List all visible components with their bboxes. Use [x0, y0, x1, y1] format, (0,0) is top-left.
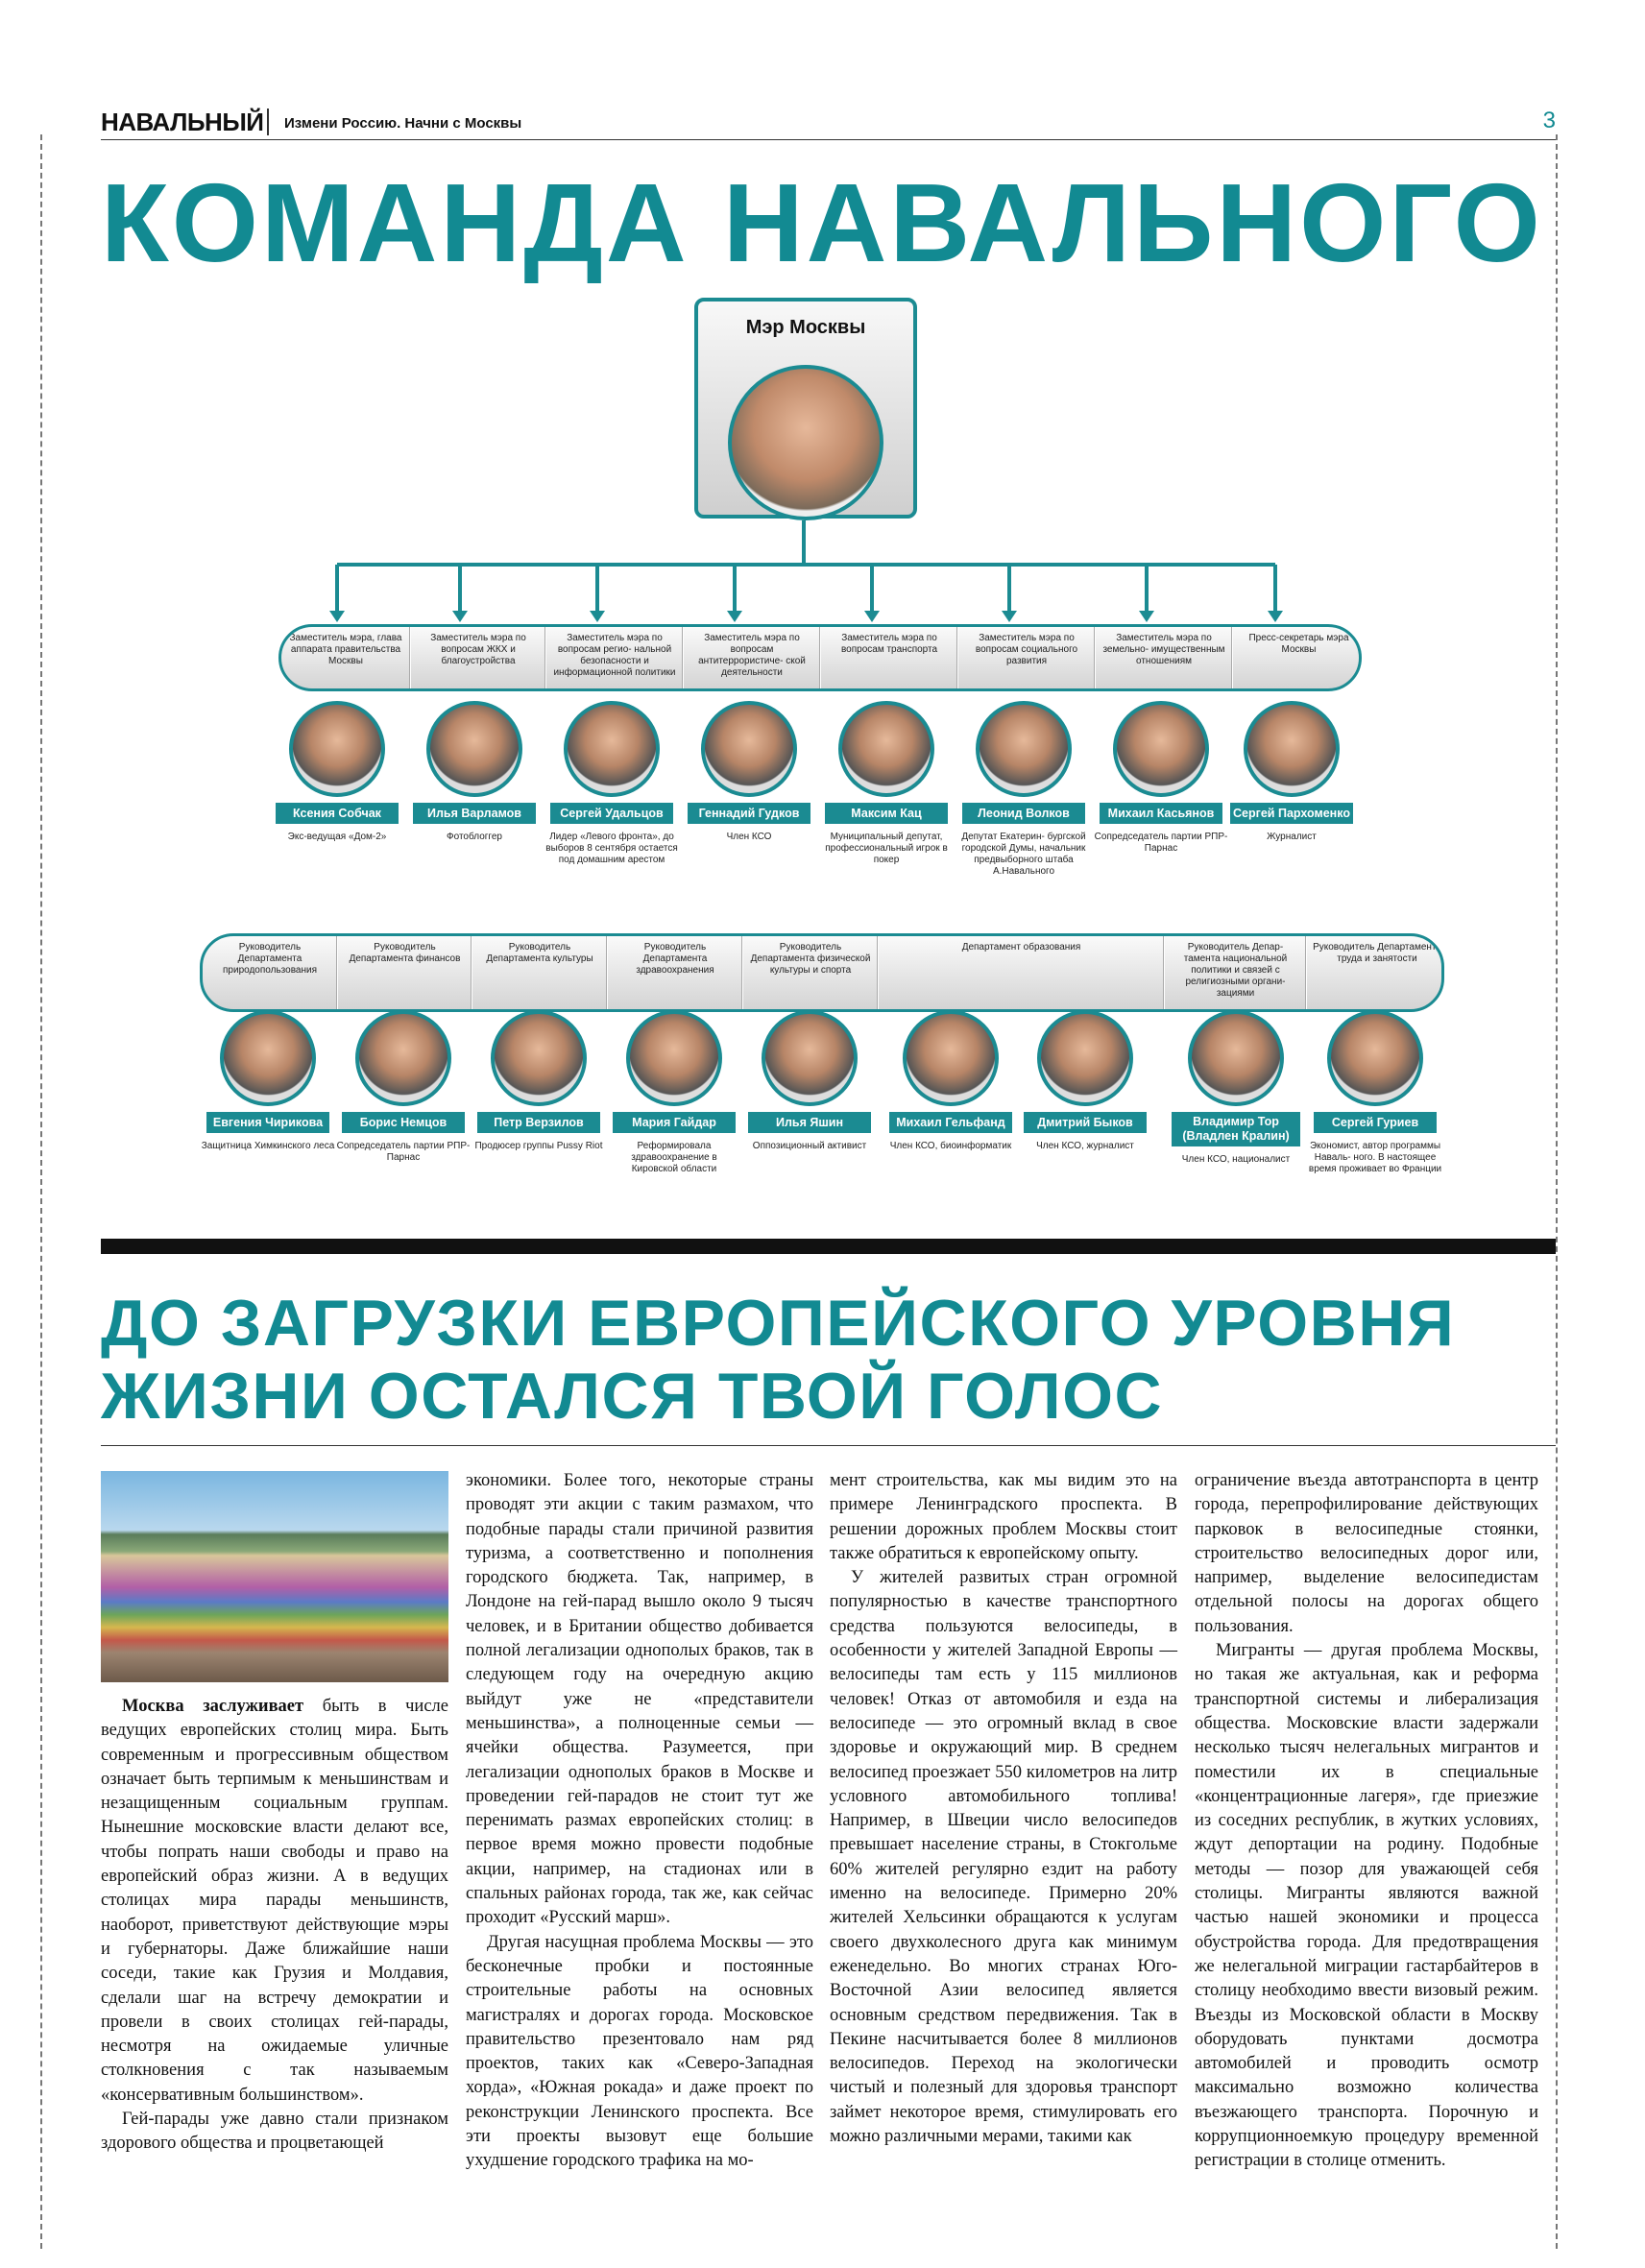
- masthead: НАВАЛЬНЫЙ: [101, 108, 264, 136]
- team-member: [883, 1010, 1018, 1152]
- portrait: [564, 701, 660, 797]
- row2-role: Руководитель Департамента здравоохранения: [607, 936, 742, 1009]
- row1-role: Заместитель мэра по вопросам социального развития: [957, 627, 1095, 688]
- portrait: [903, 1010, 999, 1106]
- member-desc: Сопредседатель партии РПР-Парнас: [1094, 832, 1228, 854]
- portrait: [626, 1010, 722, 1106]
- member-name: Мария Гайдар: [613, 1112, 736, 1133]
- portrait: [355, 1010, 451, 1106]
- member-name: Максим Кац: [825, 803, 948, 824]
- row1-role: Заместитель мэра по вопросам транспорта: [820, 627, 957, 688]
- team-member: [607, 1010, 741, 1175]
- paragraph: У жителей развитых стран огромной популярностью в качестве транспортного средства пользуются велосипеды, в особенности у жителей Западной Европы — велосипеды там есть у 115 миллионов человек! Отказ от автомобиля и езда на велосипеде — это огромный вклад в свое здоровье и окружающий мир. В среднем велосипед проезжает 550 километров на литр условного автомобильного топлива! Например, в Швеции число велосипедов превышает население страны, в Стокгольме 60% жителей регулярно ездит на работу именно на велосипеде. Примерно 20% жителей Хельсинки обращаются к услугам своего двухколесного друга как минимум еженедельно. Во многих странах Юго-Восточной Азии велосипед является основным средством передвижения. Так в Пекине насчитывается более 8 миллионов велосипедов. Переход на экологически чистый и полезный для здоровья транспорт займет некоторое время, стимулировать его можно различными мерами, такими как: [830, 1568, 1177, 2147]
- row1-role: Заместитель мэра по земельно- имущественным отношениям: [1095, 627, 1232, 688]
- article-column-2: [466, 1469, 813, 2174]
- member-name: Геннадий Гудков: [688, 803, 810, 824]
- member-name: Михаил Гельфанд: [889, 1112, 1012, 1133]
- row2-role: Руководитель Департамента труда и занятости: [1306, 936, 1444, 1009]
- team-member: [956, 701, 1091, 878]
- team-member: [201, 1010, 335, 1152]
- member-desc: Оппозиционный активист: [752, 1141, 867, 1151]
- member-desc: Член КСО, журналист: [1036, 1141, 1134, 1151]
- paragraph: Гей-парады уже давно стали признаком здорового общества и процветающей: [101, 2110, 448, 2154]
- member-desc: Реформировала здравоохранение в Кировской области: [631, 1141, 717, 1174]
- member-name: Сергей Гуриев: [1314, 1112, 1437, 1133]
- portrait: [1244, 701, 1340, 797]
- paragraph: Мигранты — другая проблема Москвы, но такая же актуальная, как и реформа транспортной системы и либерализация общества. Московские власти задержали несколько тысяч нелегальных мигрантов и поместили их в специальные «концентрационные лагеря», где приезжие из соседних республик, в жутких условиях, ждут депортации на родину. Подобные методы — позор для уважающей себя столицы. Мигранты являются важной частью нашей экономики и процесса обустройства города. Для предотвращения же нелегальной миграции гастарбайтеров в столицу необходимо ввести визовый режим. Въезды из Московской области в Москву оборудовать пунктами досмотра автомобилей и проводить осмотр максимально возможно количества въезжающего транспорта. Порочную и коррупционноемкую процедуру временной регистрации в столице отменить.: [1195, 1641, 1538, 2171]
- member-name: Владимир Тор (Владлен Кралин): [1172, 1112, 1300, 1146]
- portrait: [1327, 1010, 1423, 1106]
- member-desc: Защитница Химкинского леса: [201, 1141, 335, 1151]
- member-desc: Член КСО, биоинформатик: [889, 1141, 1012, 1151]
- paragraph: ограничение въезда автотранспорта в центр города, перепрофилирование действующих парковок в велосипедные стоянки, строительство велосипедных дорог или, например, выделение велосипедистам отдельной полосы на дорогах общего пользования.: [1195, 1471, 1538, 1636]
- member-name: Илья Варламов: [413, 803, 536, 824]
- member-name: Петр Верзилов: [477, 1112, 600, 1133]
- member-name: Михаил Касьянов: [1100, 803, 1222, 824]
- team-member: [472, 1010, 606, 1152]
- article-column-1: [101, 1695, 448, 2157]
- member-desc: Депутат Екатерин- бургской городской Думы, начальник предвыборного штаба А.Навального: [961, 832, 1086, 877]
- member-name: Леонид Волков: [962, 803, 1085, 824]
- member-desc: Продюсер группы Pussy Riot: [474, 1141, 603, 1151]
- section-divider: [101, 1239, 1556, 1254]
- member-name: Борис Немцов: [342, 1112, 465, 1133]
- portrait: [838, 701, 934, 797]
- team-member: [544, 701, 679, 866]
- member-name: Сергей Удальцов: [550, 803, 673, 824]
- member-desc: Лидер «Левого фронта», до выборов 8 сентября остается под домашним арестом: [545, 832, 678, 865]
- row1-role: Пресс-секретарь мэра Москвы: [1232, 627, 1362, 688]
- portrait: [1113, 701, 1209, 797]
- member-desc: Фотоблоггер: [447, 832, 502, 842]
- portrait: [1188, 1010, 1284, 1106]
- row1-role-band: [278, 624, 1362, 691]
- row2-role: Руководитель Департамента физической культуры и спорта: [742, 936, 878, 1009]
- paragraph: экономики. Более того, некоторые страны проводят эти акции с таким размахом, что подобные парады стали причиной развития туризма, а соответственно и пополнения городского бюджета. Так, например, в Лондоне на гей-парад вышло около 9 тысяч человек, и в Британии общество добивается полной легализации однополых браков, так в следующем году на очередную акцию выйдут уже не «представители меньшинства», а полноценные семьи — ячейки общества. Разумеется, при легализации однополых браков в Москве и проведении гей-парадов не стоит тут же перенимать размах европейских столиц: в первое время можно провести подобные акции, например, на стадионах или в спальных районах города, так же, как сейчас проходит «Русский марш».: [466, 1471, 813, 1928]
- article-column-3: [830, 1469, 1177, 2149]
- portrait: [701, 701, 797, 797]
- portrait: [491, 1010, 587, 1106]
- right-margin-dash: [1556, 134, 1558, 2249]
- pride-parade-photo: [101, 1471, 448, 1682]
- row2-role-band: [200, 933, 1444, 1012]
- portrait: [1037, 1010, 1133, 1106]
- row2-role: Руководитель Департамента культуры: [472, 936, 607, 1009]
- paragraph: быть в числе ведущих европейских столиц мира. Быть современным и прогрессивным обществом означает быть терпимым к меньшинствам и незащищенным социальным группам. Нынешние московские власти делают все, чтобы попрать наши свободы и право на европейский образ жизни. А в ведущих столицах мира парады меньшинств, наоборот, приветствуют действующие мэры и губернаторы. Даже ближайшие наши соседи, такие как Грузия и Молдавия, сделали шаг на встречу демократии и провели в своих столицах гей-парады, несмотря на ожидаемые уличные столкновения с так называемым «консервативным большинством».: [101, 1697, 448, 2105]
- member-desc: Экс-ведущая «Дом-2»: [287, 832, 387, 842]
- member-desc: Сопредседатель партии РПР-Парнас: [336, 1141, 471, 1163]
- member-name: Ксения Собчак: [276, 803, 399, 824]
- member-desc: Член КСО, националист: [1181, 1154, 1291, 1165]
- portrait: [289, 701, 385, 797]
- paragraph: Другая насущная проблема Москвы — это бесконечные пробки и постоянные строительные работы на основных магистралях и дорогах города. Московское правительство презентовало нам ряд проектов, таких как «Северо-Западная хорда», «Южная рокада» и даже проект по реконструкции Ленинского проспекта. Все эти проекты вызовут еще большие ухудшение городского трафика на мо-: [466, 1932, 813, 2171]
- team-member: [682, 701, 816, 843]
- row2-role: Руководитель Департамента природопользования: [223, 942, 317, 976]
- row1-role: Заместитель мэра по вопросам ЖКХ и благоустройства: [410, 627, 545, 688]
- team-member: [1224, 701, 1359, 843]
- member-name: Илья Яшин: [748, 1112, 871, 1133]
- team-member: [1308, 1010, 1442, 1175]
- article-title: ДО ЗАГРУЗКИ ЕВРОПЕЙСКОГО УРОВНЯ ЖИЗНИ ОСТАЛСЯ ТВОЙ ГОЛОС: [101, 1287, 1456, 1433]
- member-desc: Муниципальный депутат, профессиональный игрок в покер: [825, 832, 948, 865]
- mayor-portrait: [728, 365, 883, 520]
- page-number: 3: [1542, 108, 1556, 133]
- row1-role: Заместитель мэра, глава аппарата правительства Москвы: [289, 633, 402, 666]
- member-name: Сергей Пархоменко: [1230, 803, 1353, 824]
- row1-role: Заместитель мэра по вопросам антитеррористиче- ской деятельности: [683, 627, 820, 688]
- team-member: [742, 1010, 877, 1152]
- row2-role: Руководитель Депар- тамента национальной политики и связей с религиозными органи- зациями: [1164, 936, 1306, 1009]
- team-member: [270, 701, 404, 843]
- left-margin-dash: [40, 134, 42, 2249]
- article-rule: [101, 1445, 1556, 1446]
- article-column-4: [1195, 1469, 1538, 2174]
- portrait: [426, 701, 522, 797]
- team-member: [1166, 1010, 1306, 1166]
- member-desc: Журналист: [1267, 832, 1317, 842]
- row2-role: Департамент образования: [878, 936, 1164, 1009]
- member-name: Дмитрий Быков: [1024, 1112, 1147, 1133]
- article-lead: Москва заслуживает: [122, 1697, 304, 1716]
- paragraph: мент строительства, как мы видим это на примере Ленинградского проспекта. В решении дорожных проблем Москвы стоит также обратиться к европейскому опыту.: [830, 1471, 1177, 1563]
- mayor-label: Мэр Москвы: [745, 317, 866, 338]
- team-member: [1094, 701, 1228, 855]
- team-member: [819, 701, 954, 866]
- header-rule: [101, 139, 1556, 140]
- portrait: [976, 701, 1072, 797]
- masthead-divider: [267, 109, 269, 135]
- row2-role: Руководитель Департамента финансов: [337, 936, 472, 1009]
- member-desc: Член КСО: [726, 832, 772, 842]
- team-member: [336, 1010, 471, 1164]
- row1-role: Заместитель мэра по вопросам регио- нальной безопасности и информационной политики: [545, 627, 683, 688]
- portrait: [762, 1010, 858, 1106]
- page-title: КОМАНДА НАВАЛЬНОГО: [101, 160, 1543, 285]
- team-member: [1018, 1010, 1152, 1152]
- team-member: [407, 701, 542, 843]
- member-desc: Экономист, автор программы Наваль- ного. В настоящее время проживает во Франции: [1308, 1141, 1442, 1174]
- member-name: Евгения Чирикова: [206, 1112, 329, 1133]
- tagline: Измени Россию. Начни с Москвы: [284, 115, 522, 132]
- portrait: [220, 1010, 316, 1106]
- mayor-box: [694, 298, 917, 519]
